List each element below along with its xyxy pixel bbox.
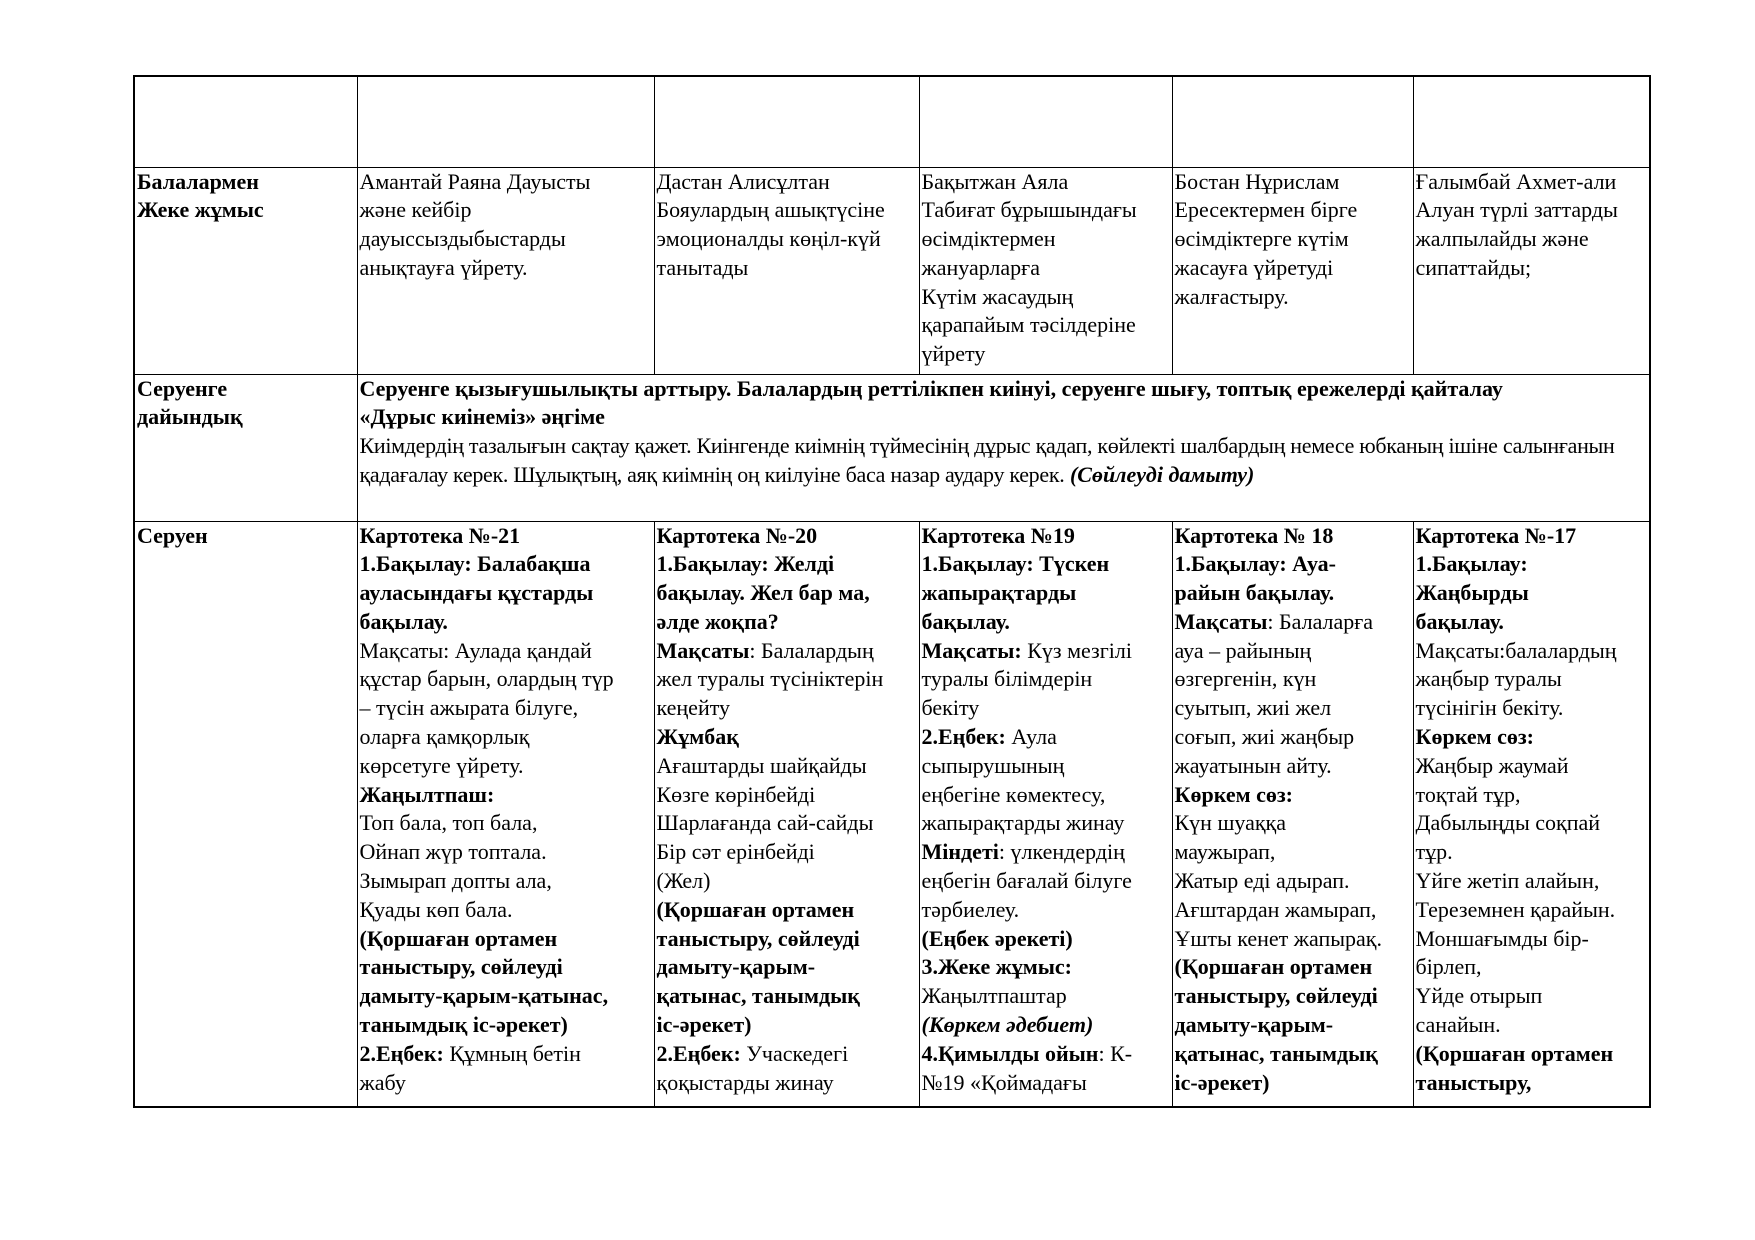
cell-text-line: бірлеп,: [1415, 954, 1482, 980]
line-rest: : К-: [1098, 1040, 1133, 1066]
cell-text-line: [922, 723, 1170, 752]
cell-text-line: Көзге көрінбейді: [656, 781, 816, 807]
cell-text-line: ауласындағы құстарды: [359, 580, 594, 606]
walk-prep-row: [134, 374, 1650, 521]
cell-text-line: бақылау. Жел бар ма,: [656, 580, 870, 606]
line-rest: : Балалардың: [749, 637, 874, 663]
cell-text-line: [922, 637, 1170, 666]
line-rest: Аула: [1005, 724, 1057, 750]
cell-text-line: Топ бала, топ бала,: [359, 810, 538, 836]
cell-text-line: дауыссыздыбыстарды: [359, 226, 566, 252]
cell-text-line: 1.Бақылау:: [1415, 551, 1528, 577]
cell-text-line: Дастан Алисұлтан: [656, 168, 830, 194]
cell-text-line: бақылау.: [921, 608, 1010, 634]
cell-text-line: түсінігін бекіту.: [1415, 695, 1564, 721]
cell-text-line: 1.Бақылау: Түскен: [921, 551, 1110, 577]
cell-text-line: өсімдіктерге күтім: [1174, 226, 1349, 252]
empty-cell: [919, 76, 1172, 167]
walk-card-cell: [357, 521, 654, 1107]
cell-text-line: 1.Бақылау: Балабақша: [359, 551, 591, 577]
cell-text-line: танымдық іс-әрекет): [359, 1012, 568, 1038]
cell-text-line: бақылау.: [359, 608, 448, 634]
cell-text-line: – түсін ажырата білуге,: [359, 695, 579, 721]
cell-text-line: Күтім жасаудың: [921, 283, 1074, 309]
cell-text-line: өзгергенін, күн: [1174, 666, 1317, 692]
cell-text-line: Бояулардың ашықтүсіне: [656, 197, 885, 223]
cell-text-line: жапырақтарды жинау: [921, 810, 1125, 836]
cell-text-line: еңбегіне көмектесу,: [921, 781, 1106, 807]
cell-text-line: дамыту-қарым-: [656, 954, 816, 980]
bold-lead: Міндеті: [921, 839, 999, 865]
walk-card-cell: [1172, 521, 1413, 1107]
cell-text-line: тоқтай тұр,: [1415, 781, 1521, 807]
bold-lead: Мақсаты: [656, 637, 750, 663]
cell-text-line: [657, 1040, 917, 1069]
cell-text-line: Амантай Раяна Дауысты: [359, 168, 591, 194]
prep-heading: Серуенге қызығушылықты арттыру. Балалардың реттілікпен киінуі, серуенге шығу, топтық ережелерді қайталау: [359, 375, 1503, 401]
cell-text-line: (Қоршаған ортамен: [359, 925, 558, 951]
cell-text-line: Жұмбақ: [656, 724, 739, 750]
cell-text-line: санайын.: [1415, 1012, 1501, 1038]
cell-text-line: іс-әрекет): [1174, 1069, 1270, 1095]
cell-text-line: жасауға үйретуді: [1174, 254, 1334, 280]
cell-text-line: өсімдіктермен: [921, 226, 1056, 252]
cell-text-line: қатынас, танымдық: [1174, 1040, 1378, 1066]
cell-text-line: Картотека №-21: [359, 522, 521, 548]
cell-text-line: Картотека № 18: [1174, 522, 1334, 548]
cell-text-line: Үйге жетіп алайын,: [1415, 868, 1600, 894]
cell-text-line: бақылау.: [1415, 608, 1504, 634]
cell-text-line: дамыту-қарым-қатынас,: [359, 983, 609, 1009]
cell-text-line: 1.Бақылау: Желді: [656, 551, 835, 577]
cell-text-line: жел туралы түсініктерін: [656, 666, 884, 692]
cell-text-line: (Көркем әдебиет): [921, 1012, 1094, 1038]
cell-text-line: [657, 637, 917, 666]
cell-text-line: жауатынын айту.: [1174, 752, 1332, 778]
cell-text-line: тәрбиелеу.: [921, 896, 1020, 922]
cell-text-line: соғып, жиі жаңбыр: [1174, 724, 1355, 750]
cell-text-line: бекіту: [921, 695, 980, 721]
cell-text-line: Табиғат бұрышындағы: [921, 197, 1137, 223]
cell-text-line: (Қоршаған ортамен: [1415, 1040, 1614, 1066]
cell-text-line: тұр.: [1415, 839, 1453, 865]
row-label-walk: Серуен: [134, 521, 357, 1107]
cell-text-line: [922, 1040, 1170, 1069]
line-rest: Құмның бетін: [443, 1040, 581, 1066]
cell-text-line: Жаңбырды: [1415, 580, 1529, 606]
cell-text-line: Алуан түрлі заттарды: [1415, 197, 1618, 223]
cell-text-line: Ойнап жүр топтала.: [359, 839, 547, 865]
cell-text-line: Қуады көп бала.: [359, 896, 513, 922]
cell-text-line: қатынас, танымдық: [656, 983, 860, 1009]
cell-text-line: сыпырушының: [921, 752, 1065, 778]
cell-text-line: анықтауға үйрету.: [359, 254, 528, 280]
cell-text-line: Мақсаты: Аулада қандай: [359, 637, 592, 663]
individual-cell: [654, 167, 919, 374]
walk-row: [134, 521, 1650, 1107]
cell-text-line: кеңейту: [656, 695, 731, 721]
cell-text-line: көрсетуге үйрету.: [359, 752, 524, 778]
cell-text-line: Күн шуаққа: [1174, 810, 1287, 836]
cell-text-line: ауа – райының: [1174, 637, 1312, 663]
cell-text-line: маужырап,: [1174, 839, 1276, 865]
cell-text-line: Жатыр еді адырап.: [1174, 868, 1350, 894]
bold-lead: 2.Еңбек:: [656, 1040, 741, 1066]
cell-text-line: құстар барын, олардың түр: [359, 666, 614, 692]
cell-text-line: сипаттайды;: [1415, 254, 1532, 280]
cell-text-line: Бостан Нұрислам: [1174, 168, 1340, 194]
bold-lead: 4.Қимылды ойын: [921, 1040, 1099, 1066]
cell-text-line: №19 «Қоймадағы: [921, 1069, 1087, 1095]
bold-lead: 2.Еңбек:: [359, 1040, 444, 1066]
empty-cell: [654, 76, 919, 167]
cell-text-line: [360, 1040, 652, 1069]
cell-text-line: танытады: [656, 254, 749, 280]
cell-text-line: Моншағымды бір-: [1415, 925, 1589, 951]
walk-card-cell: [654, 521, 919, 1107]
cell-text-line: жаңбыр туралы: [1415, 666, 1562, 692]
cell-text-line: 1.Бақылау: Ауа-: [1174, 551, 1336, 577]
cell-text-line: Ғалымбай Ахмет-али: [1415, 168, 1617, 194]
cell-text-line: Ұшты кенет жапырақ.: [1174, 925, 1382, 951]
row-label-walk-prep: Серуенге дайындық: [134, 374, 357, 521]
walk-card-cell: [1413, 521, 1650, 1107]
cell-text-line: 3.Жеке жұмыс:: [921, 954, 1072, 980]
cell-text-line: таныстыру, сөйлеуді: [1174, 983, 1378, 1009]
cell-text-line: Көркем сөз:: [1174, 781, 1293, 807]
walk-card-cell: [919, 521, 1172, 1107]
line-rest: : үлкендердің: [998, 839, 1125, 865]
cell-text-line: үйрету: [921, 341, 986, 367]
empty-row: [134, 76, 1650, 167]
cell-text-line: оларға қамқорлық: [359, 724, 530, 750]
cell-text-line: әлде жоқпа?: [656, 608, 779, 634]
individual-work-row: [134, 167, 1650, 374]
cell-text-line: Көркем сөз:: [1415, 724, 1534, 750]
cell-text-line: Үйде отырып: [1415, 983, 1543, 1009]
cell-text-line: Зымырап допты ала,: [359, 868, 552, 894]
cell-text-line: іс-әрекет): [656, 1012, 752, 1038]
prep-text: Киімдердің тазалығын сақтау қажет. Киінгенде киімнің түймесінің дұрыс қадап, көйлекті шалбардың немесе юбканың ішіне салынғанын қадағалау керек. Шұлықтың, аяқ киімнің оң киілуіне баса назар аудару керек.: [359, 433, 1615, 487]
cell-text-line: дамыту-қарым-: [1174, 1012, 1334, 1038]
bold-lead: Мақсаты:: [921, 637, 1022, 663]
cell-text-line: суытып, жиі жел: [1174, 695, 1332, 721]
cell-text-line: таныстыру, сөйлеуді: [656, 925, 860, 951]
cell-text-line: Ересектермен бірге: [1174, 197, 1358, 223]
cell-text-line: таныстыру, сөйлеуді: [359, 954, 563, 980]
lesson-plan-table: [133, 75, 1651, 1108]
individual-cell: [919, 167, 1172, 374]
empty-cell: [357, 76, 654, 167]
cell-text-line: эмоционалды көңіл-күй: [656, 226, 881, 252]
cell-text-line: қоқыстарды жинау: [656, 1069, 834, 1095]
cell-text-line: Бір сәт ерінбейді: [656, 839, 815, 865]
cell-text-line: Дабылыңды соқпай: [1415, 810, 1601, 836]
row-label-individual-work: Балалармен Жеке жұмыс: [134, 167, 357, 374]
cell-text-line: Тереземнен қарайын.: [1415, 896, 1616, 922]
empty-cell: [1172, 76, 1413, 167]
cell-text-line: Картотека №19: [921, 522, 1075, 548]
cell-text-line: (Қоршаған ортамен: [656, 896, 855, 922]
cell-text-line: қарапайым тәсілдеріне: [921, 312, 1136, 338]
cell-text-line: жалғастыру.: [1174, 283, 1289, 309]
cell-text-line: [1175, 608, 1411, 637]
cell-text-line: Мақсаты:балалардың: [1415, 637, 1617, 663]
cell-text-line: Картотека №-17: [1415, 522, 1577, 548]
cell-text-line: жалпылайды және: [1415, 226, 1589, 252]
cell-text-line: еңбегін бағалай білуге: [921, 868, 1132, 894]
empty-cell: [134, 76, 357, 167]
cell-text-line: жапырақтарды: [921, 580, 1077, 606]
line-rest: : Балаларға: [1267, 608, 1374, 634]
walk-prep-content: [357, 374, 1650, 521]
cell-text-line: жануарларға: [921, 254, 1040, 280]
prep-subheading: «Дұрыс киінеміз» әңгіме: [359, 404, 605, 430]
cell-text-line: Бақытжан Аяла: [921, 168, 1069, 194]
cell-text-line: райын бақылау.: [1174, 580, 1335, 606]
cell-text-line: Ағштардан жамырап,: [1174, 896, 1377, 922]
bold-lead: 2.Еңбек:: [921, 724, 1006, 750]
cell-text-line: туралы білімдерін: [921, 666, 1093, 692]
cell-text-line: Шарлағанда сай-сайды: [656, 810, 874, 836]
line-rest: Күз мезгілі: [1021, 637, 1132, 663]
individual-cell: [1172, 167, 1413, 374]
empty-cell: [1413, 76, 1650, 167]
cell-text-line: [922, 838, 1170, 867]
individual-cell: [1413, 167, 1650, 374]
cell-text-line: Жаңылтпаш:: [359, 781, 495, 807]
cell-text-line: Жаңбыр жаумай: [1415, 752, 1569, 778]
cell-text-line: Ағаштарды шайқайды: [656, 752, 867, 778]
bold-lead: Мақсаты: [1174, 608, 1268, 634]
line-rest: Учаскедегі: [740, 1040, 849, 1066]
cell-text-line: (Жел): [656, 868, 711, 894]
cell-text-line: (Еңбек әрекеті): [921, 925, 1073, 951]
cell-text-line: және кейбір: [359, 197, 472, 223]
cell-text-line: Картотека №-20: [656, 522, 818, 548]
cell-text-line: (Қоршаған ортамен: [1174, 954, 1373, 980]
cell-text-line: Жаңылтпаштар: [921, 983, 1067, 1009]
prep-note: (Сөйлеуді дамыту): [1069, 461, 1255, 487]
individual-cell: [357, 167, 654, 374]
cell-text-line: таныстыру,: [1415, 1069, 1532, 1095]
cell-text-line: жабу: [359, 1069, 406, 1095]
